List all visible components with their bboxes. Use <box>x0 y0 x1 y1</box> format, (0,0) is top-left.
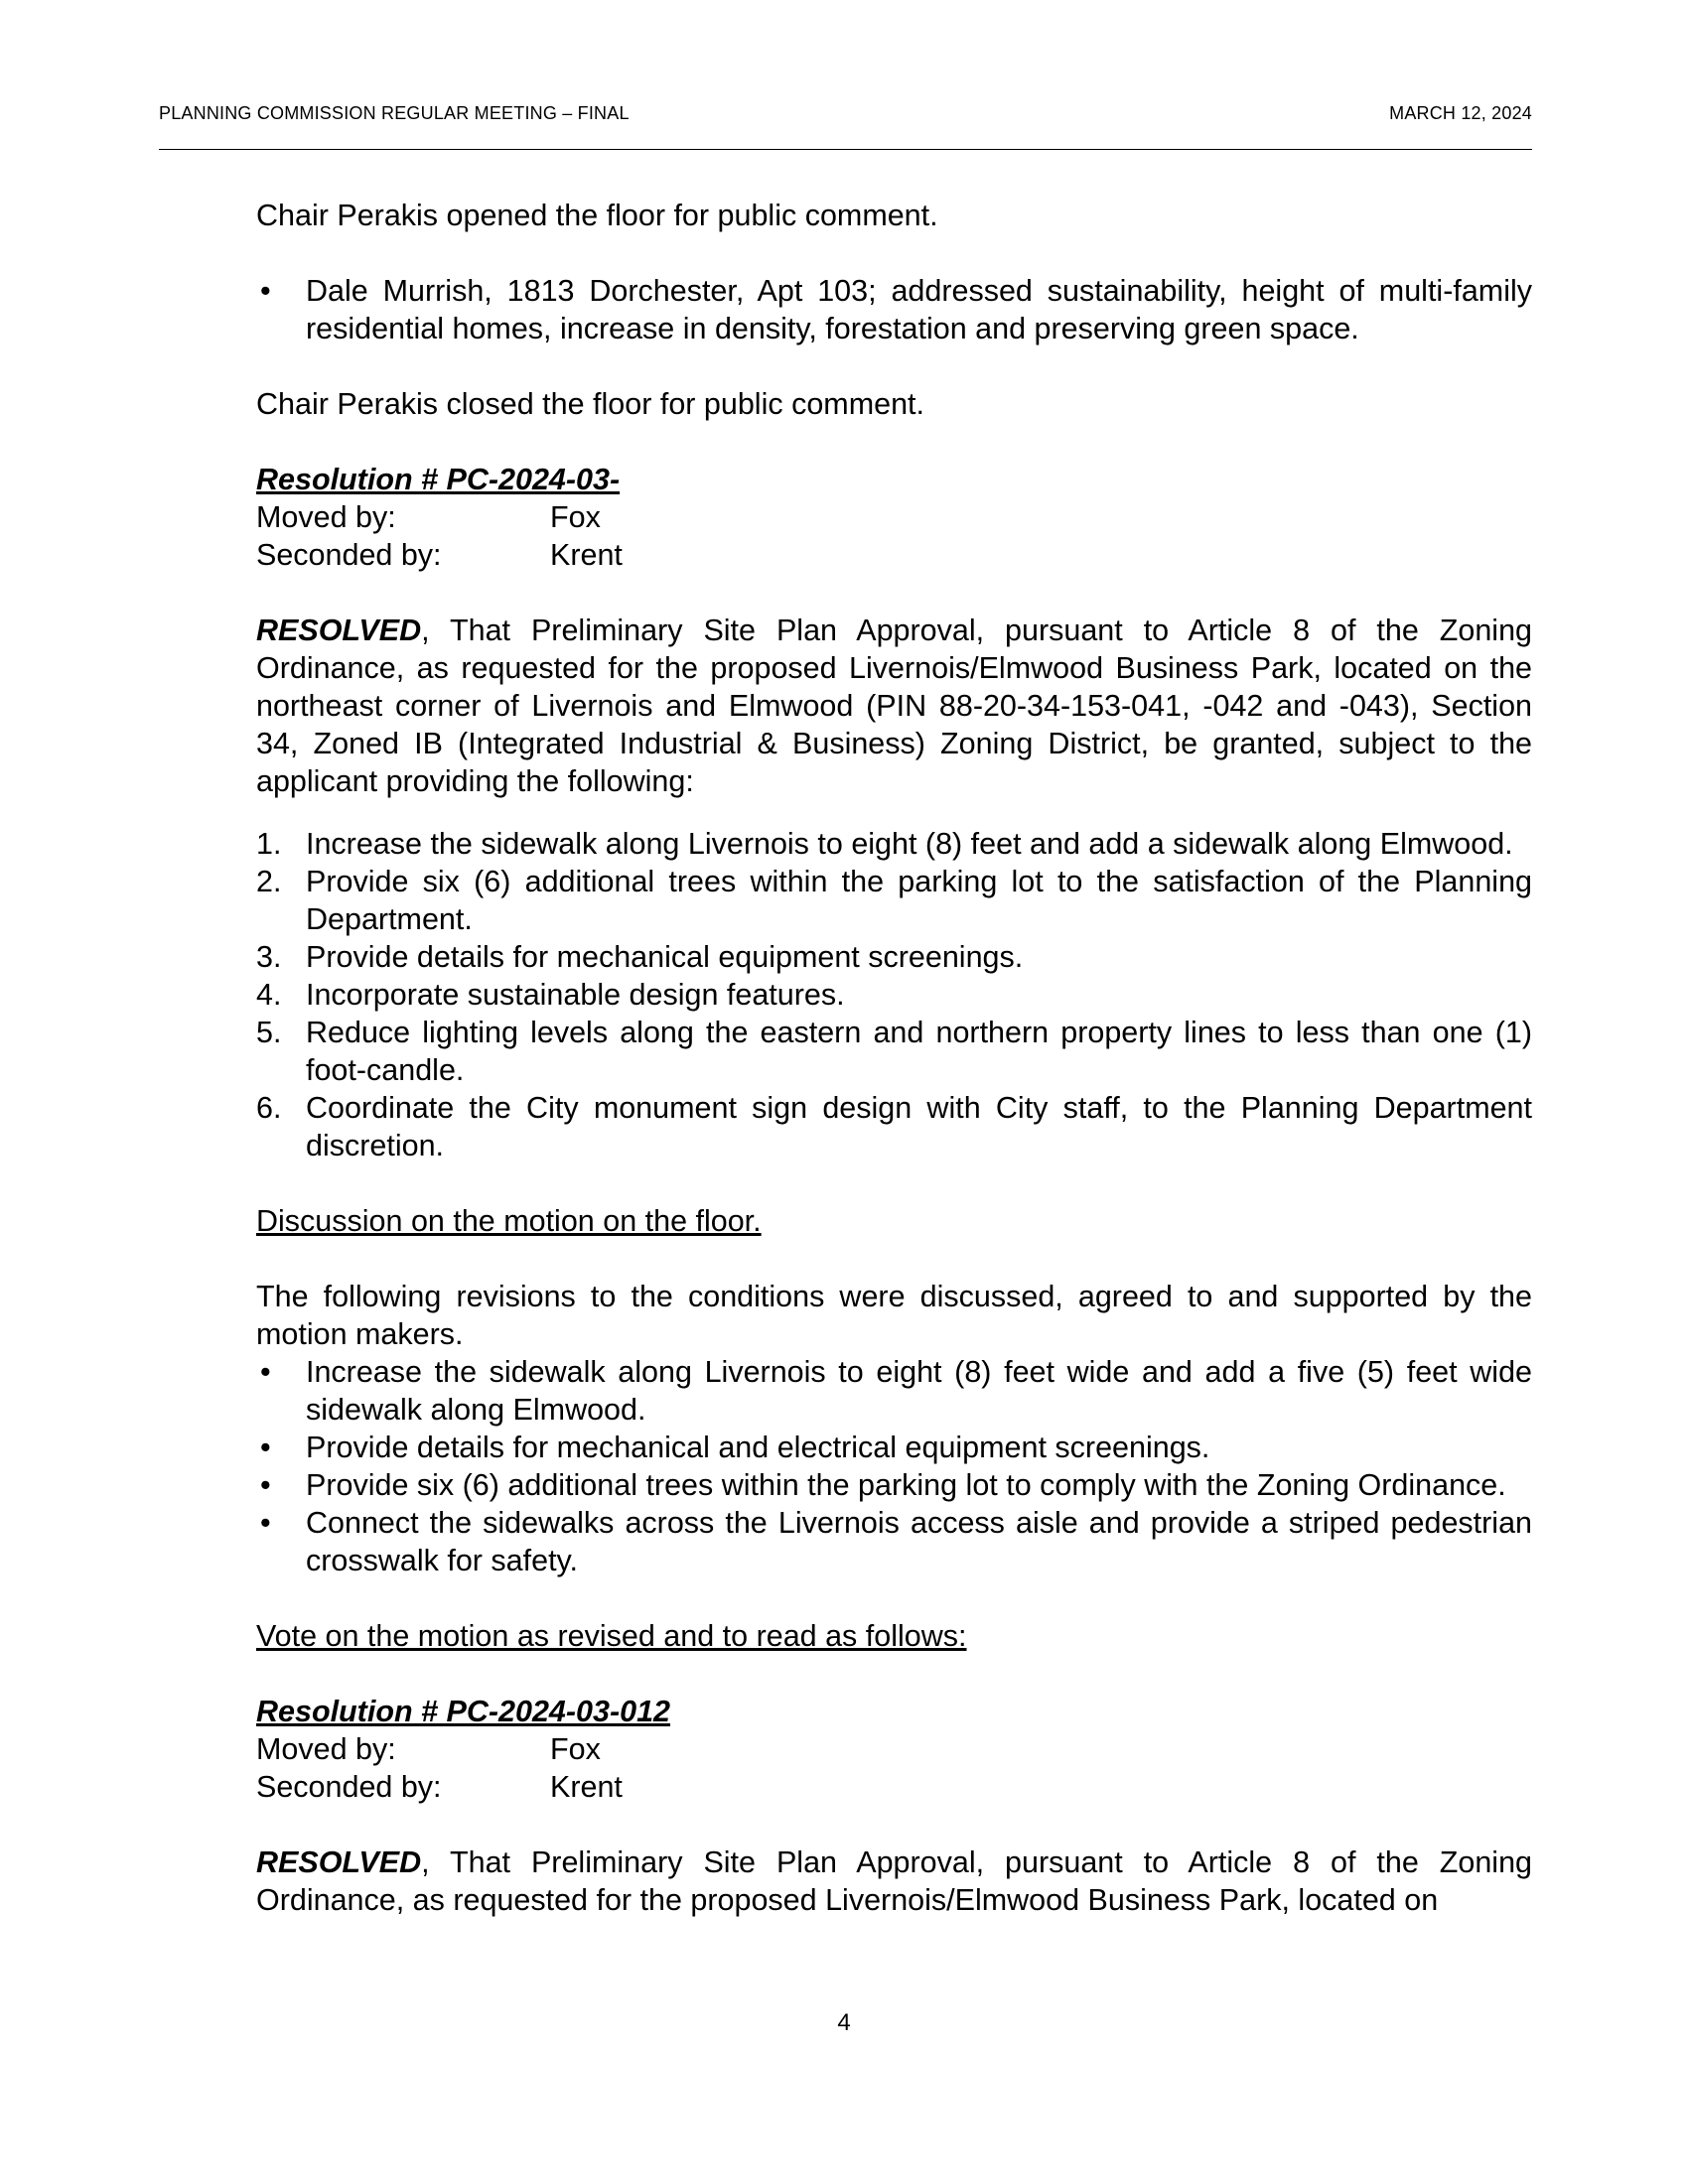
public-comment-close: Chair Perakis closed the floor for public comment. <box>256 387 924 421</box>
seconded-by-row <box>256 1768 1532 1806</box>
vote-heading: Vote on the motion as revised and to read as follows: <box>256 1619 967 1653</box>
moved-by-row <box>256 1730 1532 1768</box>
list-item <box>256 1504 1532 1579</box>
moved-by-label: Moved by: <box>256 500 396 534</box>
seconded-by-value: Krent <box>550 1770 623 1804</box>
list-item <box>256 863 1532 938</box>
bullet-icon: • <box>260 1355 271 1389</box>
moved-by-row <box>256 498 1532 536</box>
condition-number: 1. <box>256 827 282 861</box>
header-meeting-date: MARCH 12, 2024 <box>1389 103 1532 123</box>
condition-number: 3. <box>256 940 282 974</box>
resolution-2-text <box>256 1843 1532 1919</box>
bullet-icon: • <box>260 1431 271 1464</box>
resolved-body: , That Preliminary Site Plan Approval, pursuant to Article 8 of the Zoning Ordinance, as requested for the proposed Livernois/Elmwood Business Park, located on the northeast corner of Livernois and Elmwood (PIN 88-20-34-153-041, -042 and -043), Section 34, Zoned IB (Integrated Industrial & Business) Zoning District, be granted, subject to the applicant providing the following: <box>256 614 1532 798</box>
list-item <box>256 1089 1532 1164</box>
document-body <box>256 197 1532 1957</box>
revision-text: Increase the sidewalk along Livernois to eight (8) feet wide and add a five (5) feet wide sidewalk along Elmwood. <box>306 1355 1532 1427</box>
page-header <box>159 103 1532 131</box>
public-comment-text: Dale Murrish, 1813 Dorchester, Apt 103; addressed sustainability, height of multi-family residential homes, increase in density, forestation and preserving green space. <box>306 274 1532 345</box>
seconded-by-value: Krent <box>550 538 623 572</box>
resolved-word: RESOLVED <box>256 1845 422 1879</box>
revisions-list <box>256 1353 1532 1579</box>
list-item <box>256 1429 1532 1466</box>
list-item <box>256 938 1532 976</box>
list-item <box>256 1466 1532 1504</box>
revision-text: Connect the sidewalks across the Livernois access aisle and provide a striped pedestrian crosswalk for safety. <box>306 1506 1532 1577</box>
conditions-list <box>256 825 1532 1164</box>
condition-number: 2. <box>256 865 282 898</box>
resolution-1-text <box>256 612 1532 800</box>
resolution-2-heading: Resolution # PC-2024-03-012 <box>256 1695 670 1728</box>
list-item <box>256 825 1532 863</box>
header-divider <box>159 149 1532 150</box>
list-item <box>256 272 1532 347</box>
seconded-by-label: Seconded by: <box>256 538 442 572</box>
revisions-intro: The following revisions to the conditions were discussed, agreed to and supported by the motion makers. <box>256 1280 1532 1351</box>
moved-by-value: Fox <box>550 1732 601 1766</box>
resolved-word: RESOLVED <box>256 614 422 647</box>
condition-text: Provide six (6) additional trees within the parking lot to the satisfaction of the Planning Department. <box>306 865 1532 936</box>
public-comment-open: Chair Perakis opened the floor for public comment. <box>256 199 938 232</box>
revision-text: Provide six (6) additional trees within the parking lot to comply with the Zoning Ordinance. <box>306 1468 1506 1502</box>
list-item <box>256 1353 1532 1429</box>
seconded-by-row <box>256 536 1532 574</box>
public-comment-list <box>256 272 1532 347</box>
resolution-2-block <box>256 1693 1532 1919</box>
bullet-icon: • <box>260 274 271 308</box>
resolution-1-motion <box>256 498 1532 574</box>
condition-text: Incorporate sustainable design features. <box>306 978 845 1012</box>
resolution-1-block <box>256 461 1532 1164</box>
bullet-icon: • <box>260 1506 271 1540</box>
condition-text: Increase the sidewalk along Livernois to eight (8) feet and add a sidewalk along Elmwood. <box>306 827 1513 861</box>
moved-by-label: Moved by: <box>256 1732 396 1766</box>
list-item <box>256 1014 1532 1089</box>
header-meeting-title: PLANNING COMMISSION REGULAR MEETING – FINAL <box>159 103 630 123</box>
page-number: 4 <box>837 2009 851 2036</box>
discussion-heading: Discussion on the motion on the floor. <box>256 1204 762 1238</box>
resolution-2-motion <box>256 1730 1532 1806</box>
condition-number: 6. <box>256 1091 282 1125</box>
resolution-1-heading: Resolution # PC-2024-03- <box>256 463 621 496</box>
condition-text: Provide details for mechanical equipment screenings. <box>306 940 1024 974</box>
condition-text: Coordinate the City monument sign design with City staff, to the Planning Department discretion. <box>306 1091 1532 1162</box>
condition-number: 4. <box>256 978 282 1012</box>
revision-text: Provide details for mechanical and electrical equipment screenings. <box>306 1431 1210 1464</box>
bullet-icon: • <box>260 1468 271 1502</box>
moved-by-value: Fox <box>550 500 601 534</box>
condition-number: 5. <box>256 1016 282 1049</box>
condition-text: Reduce lighting levels along the eastern and northern property lines to less than one (1) foot-candle. <box>306 1016 1532 1087</box>
list-item <box>256 976 1532 1014</box>
resolved-body: , That Preliminary Site Plan Approval, pursuant to Article 8 of the Zoning Ordinance, as requested for the proposed Livernois/Elmwood Business Park, located on <box>256 1845 1532 1917</box>
seconded-by-label: Seconded by: <box>256 1770 442 1804</box>
